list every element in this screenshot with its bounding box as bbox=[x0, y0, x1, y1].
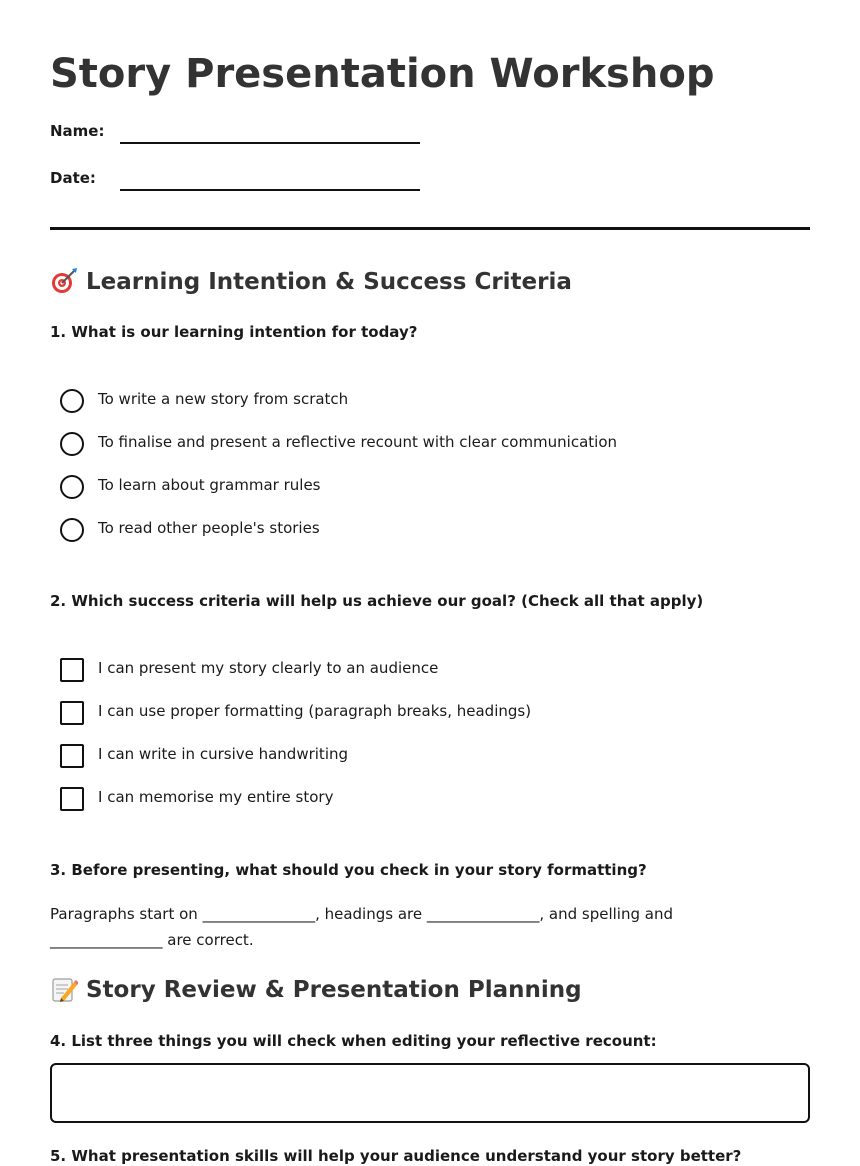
radio-button[interactable] bbox=[60, 432, 84, 456]
option-label: I can write in cursive handwriting bbox=[98, 745, 349, 763]
checkbox[interactable] bbox=[60, 744, 84, 768]
section-learning-intention bbox=[50, 267, 572, 297]
date-field[interactable] bbox=[120, 189, 420, 191]
header-divider bbox=[50, 227, 810, 230]
radio-button[interactable] bbox=[60, 389, 84, 413]
radio-button[interactable] bbox=[60, 475, 84, 499]
name-field[interactable] bbox=[120, 142, 420, 144]
section-heading-text: Learning Intention & Success Criteria bbox=[86, 269, 572, 295]
date-label: Date: bbox=[50, 169, 96, 187]
answer-textbox[interactable] bbox=[50, 1063, 810, 1123]
question-1: 1. What is our learning intention for today? bbox=[50, 323, 418, 341]
name-field-row bbox=[50, 122, 470, 152]
section-heading-text: Story Review & Presentation Planning bbox=[86, 977, 582, 1003]
option-label: To learn about grammar rules bbox=[98, 476, 321, 494]
target-icon bbox=[50, 267, 78, 295]
option-label: To read other people's stories bbox=[98, 519, 320, 537]
checkbox[interactable] bbox=[60, 701, 84, 725]
memo-icon bbox=[50, 975, 78, 1003]
page-title: Story Presentation Workshop bbox=[50, 51, 715, 97]
checkbox[interactable] bbox=[60, 787, 84, 811]
option-label: I can present my story clearly to an audience bbox=[98, 659, 439, 677]
checkbox[interactable] bbox=[60, 658, 84, 682]
question-4: 4. List three things you will check when editing your reflective recount: bbox=[50, 1032, 657, 1050]
option-label: To finalise and present a reflective recount with clear communication bbox=[98, 433, 618, 451]
question-2: 2. Which success criteria will help us achieve our goal? (Check all that apply) bbox=[50, 592, 704, 610]
option-label: I can use proper formatting (paragraph breaks, headings) bbox=[98, 702, 532, 720]
radio-button[interactable] bbox=[60, 518, 84, 542]
date-field-row bbox=[50, 169, 470, 199]
section-story-review bbox=[50, 975, 582, 1005]
name-label: Name: bbox=[50, 122, 105, 140]
fill-in-blank-text[interactable]: Paragraphs start on _______________, headings are _______________, and spelling and _______________ are correct. bbox=[50, 905, 673, 949]
option-label: I can memorise my entire story bbox=[98, 788, 334, 806]
question-5: 5. What presentation skills will help your audience understand your story better? bbox=[50, 1147, 742, 1165]
option-label: To write a new story from scratch bbox=[98, 390, 349, 408]
question-3: 3. Before presenting, what should you check in your story formatting? bbox=[50, 861, 647, 879]
